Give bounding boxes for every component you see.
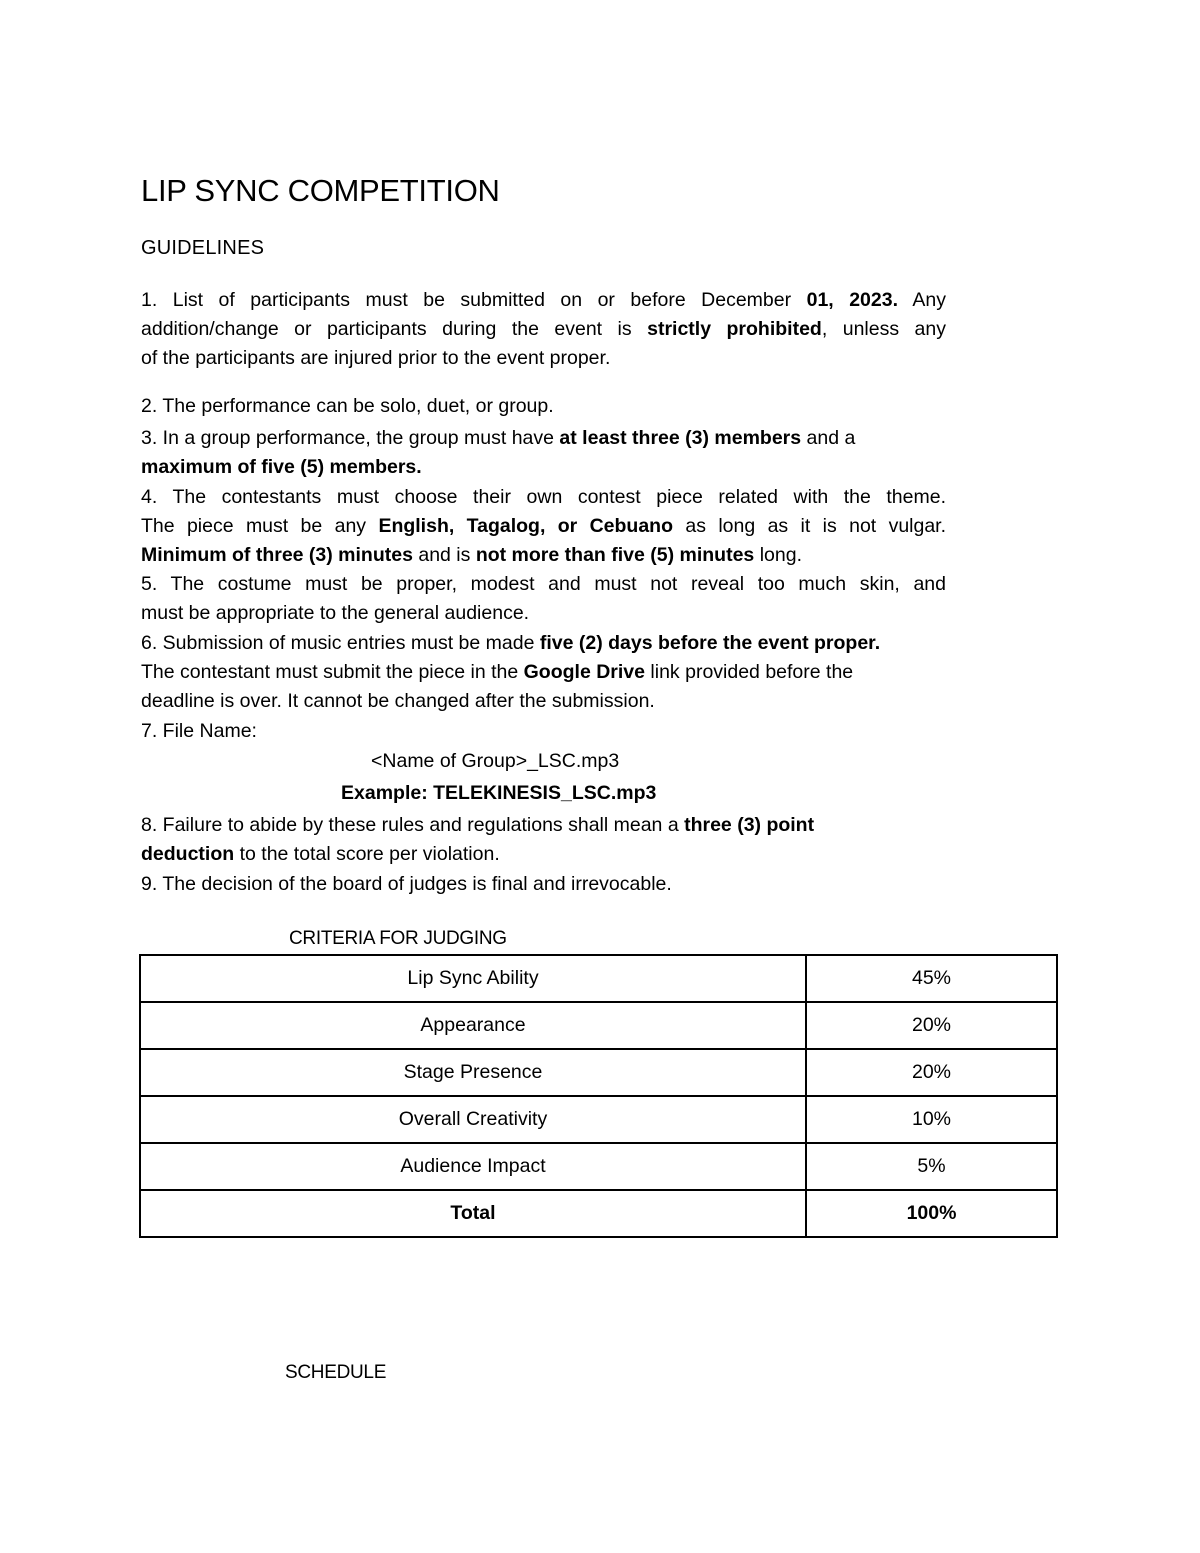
criteria-heading: CRITERIA FOR JUDGING xyxy=(289,928,507,949)
rule-6-line-3: deadline is over. It cannot be changed after the submission. xyxy=(141,690,655,712)
table-row xyxy=(140,955,1057,1002)
criterion-weight: 10% xyxy=(806,1096,1057,1143)
table-row xyxy=(140,1096,1057,1143)
criterion-weight: 20% xyxy=(806,1002,1057,1049)
rule-3 xyxy=(141,424,855,482)
criterion-name: Lip Sync Ability xyxy=(140,955,806,1002)
rule-1 xyxy=(141,286,946,373)
criterion-weight: 45% xyxy=(806,955,1057,1002)
criterion-name: Stage Presence xyxy=(140,1049,806,1096)
rule-7-text: 7. File Name: xyxy=(141,720,257,742)
file-name-example: Example: TELEKINESIS_LSC.mp3 xyxy=(341,782,657,804)
criterion-name: Appearance xyxy=(140,1002,806,1049)
rule-1-line-3: of the participants are injured prior to the event proper. xyxy=(141,347,611,369)
file-name-pattern: <Name of Group>_LSC.mp3 xyxy=(371,750,620,772)
rule-5 xyxy=(141,570,946,628)
rule-4-line-3: Minimum of three (3) minutes and is not more than five (5) minutes long. xyxy=(141,544,802,566)
rule-7-label xyxy=(141,717,257,746)
table-row xyxy=(140,1002,1057,1049)
table-row xyxy=(140,1143,1057,1190)
rule-8-line-2: deduction to the total score per violation. xyxy=(141,843,500,865)
schedule-heading: SCHEDULE xyxy=(285,1362,387,1383)
criterion-weight: 5% xyxy=(806,1143,1057,1190)
rule-9 xyxy=(141,870,672,899)
rule-2 xyxy=(141,392,554,421)
criteria-table xyxy=(139,954,1058,1238)
rule-8-line-1: 8. Failure to abide by these rules and regulations shall mean a three (3) point xyxy=(141,814,815,836)
table-row xyxy=(140,1049,1057,1096)
criterion-weight: 20% xyxy=(806,1049,1057,1096)
rule-5-line-1: 5. The costume must be proper, modest and must not reveal too much skin, and xyxy=(141,573,946,595)
rule-6-line-1: 6. Submission of music entries must be made five (2) days before the event proper. xyxy=(141,632,881,654)
criterion-name: Overall Creativity xyxy=(140,1096,806,1143)
rule-8 xyxy=(141,811,814,869)
document-title: LIP SYNC COMPETITION xyxy=(141,173,500,208)
rule-4-line-2: The piece must be any English, Tagalog, or Cebuano as long as it is not vulgar. xyxy=(141,515,947,537)
rule-6 xyxy=(141,629,880,716)
total-row xyxy=(140,1190,1057,1237)
rule-1-line-1: 1. List of participants must be submitted on or before December 01, 2023. Any xyxy=(141,289,947,311)
rule-3-line-2: maximum of five (5) members. xyxy=(141,456,422,478)
rule-1-line-2: addition/change or participants during the event is strictly prohibited, unless any xyxy=(141,318,946,340)
rule-4 xyxy=(141,483,946,570)
total-label: Total xyxy=(140,1190,806,1237)
rule-9-text: 9. The decision of the board of judges is final and irrevocable. xyxy=(141,873,672,895)
criterion-name: Audience Impact xyxy=(140,1143,806,1190)
rule-6-line-2: The contestant must submit the piece in the Google Drive link provided before the xyxy=(141,661,854,683)
guidelines-heading: GUIDELINES xyxy=(141,237,265,259)
rule-4-line-1: 4. The contestants must choose their own contest piece related with the theme. xyxy=(141,486,946,508)
total-weight: 100% xyxy=(806,1190,1057,1237)
rule-5-line-2: must be appropriate to the general audience. xyxy=(141,602,530,624)
rule-3-line-1: 3. In a group performance, the group must have at least three (3) members and a xyxy=(141,427,856,449)
rule-2-text: 2. The performance can be solo, duet, or group. xyxy=(141,395,554,417)
